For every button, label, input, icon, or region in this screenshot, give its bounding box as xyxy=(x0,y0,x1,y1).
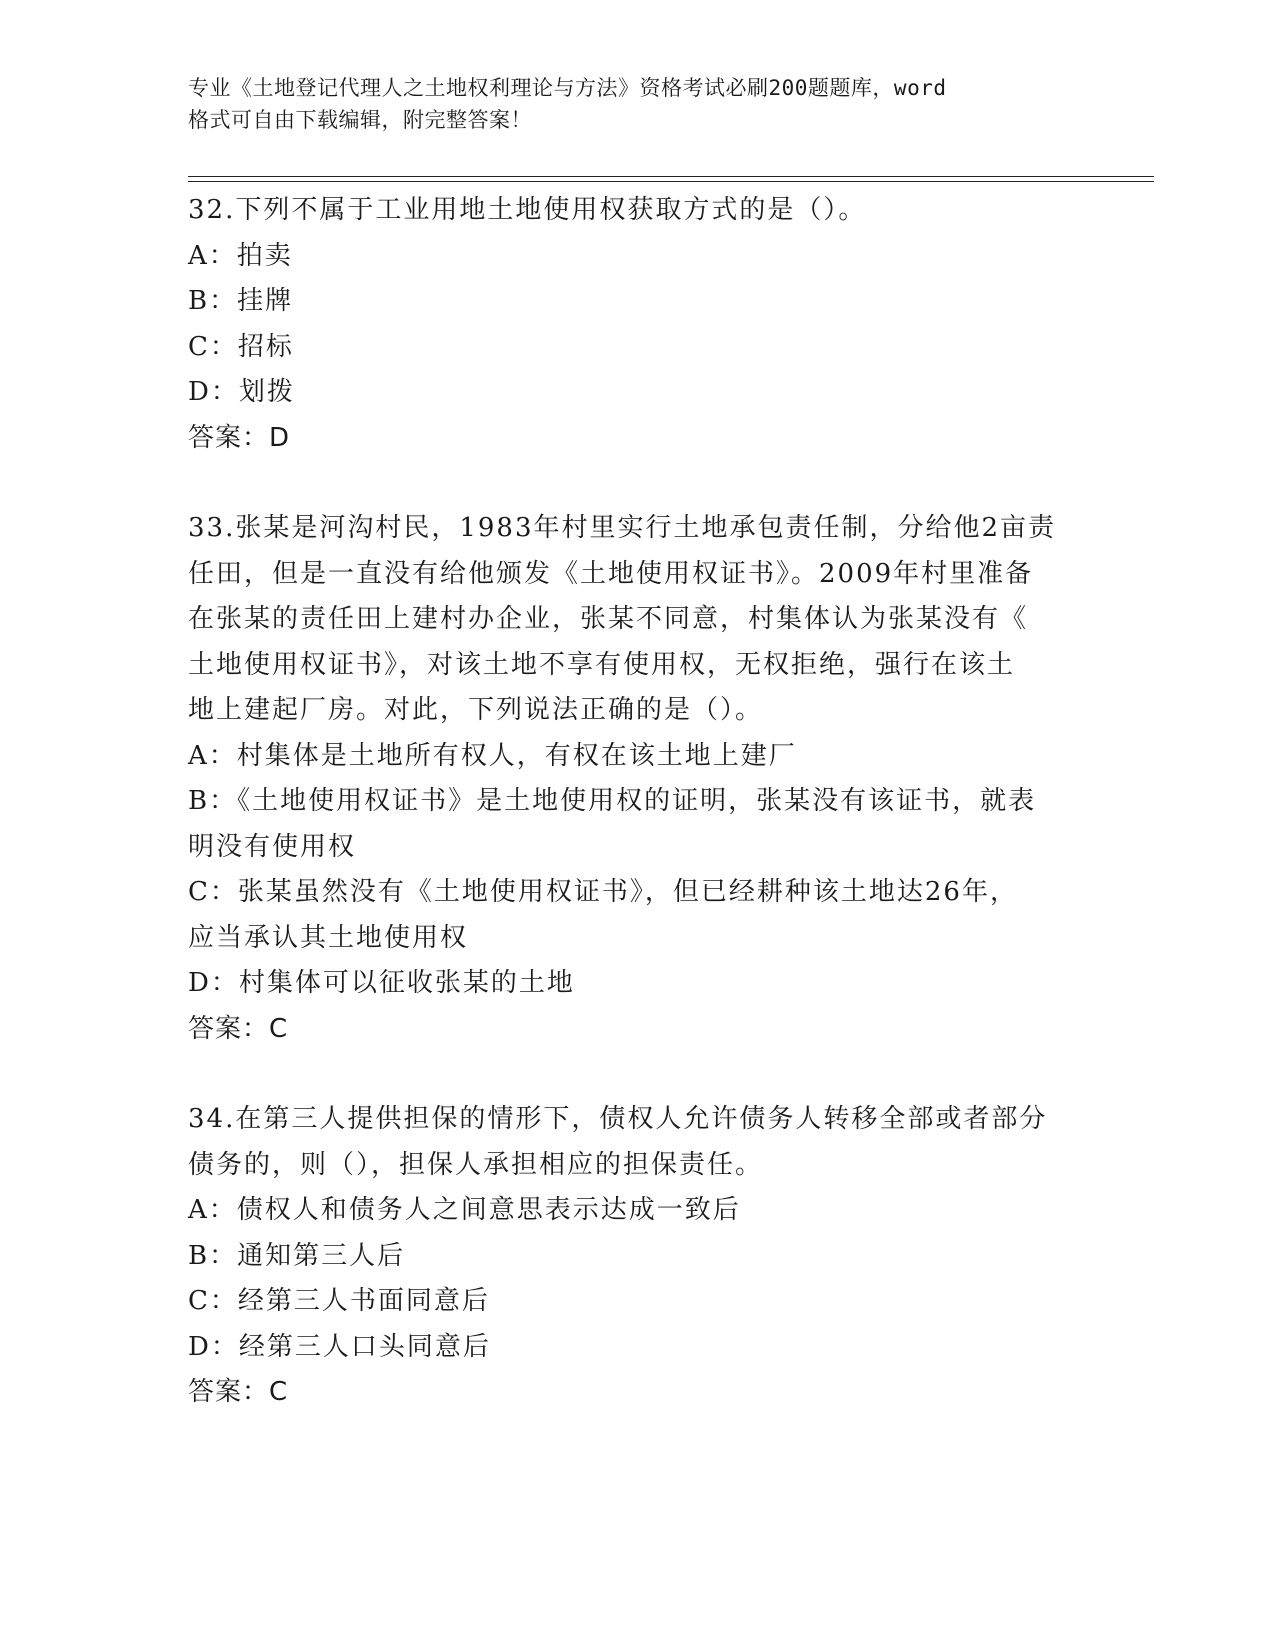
option-c: C：招标 xyxy=(188,331,294,362)
question-stem: 土地使用权证书》，对该土地不享有使用权，无权拒绝，强行在该土 xyxy=(188,649,1016,680)
option-c: C：经第三人书面同意后 xyxy=(188,1286,490,1316)
option-b: B：通知第三人后 xyxy=(188,1240,406,1271)
question-item xyxy=(188,188,1088,461)
question-item xyxy=(188,506,1088,1052)
question-stem: 32.下列不属于工业用地土地使用权获取方式的是（）。 xyxy=(188,195,867,225)
option-b-continued: 明没有使用权 xyxy=(188,831,357,862)
answer-label: 答案：D xyxy=(188,422,291,453)
option-d: D：划拨 xyxy=(188,377,295,407)
option-d: D：村集体可以征收张某的土地 xyxy=(188,968,575,998)
header-line: 专业《土地登记代理人之土地权利理论与方法》资格考试必刷200题题库，word xyxy=(188,76,947,100)
question-stem: 在张某的责任田上建村办企业，张某不同意，村集体认为张某没有《 xyxy=(188,604,1029,634)
header-divider xyxy=(188,181,1154,182)
answer-label: 答案：C xyxy=(188,1013,289,1044)
answer-label: 答案：C xyxy=(188,1377,289,1407)
question-stem: 地上建起厂房。对此，下列说法正确的是（）。 xyxy=(188,695,764,725)
document-header xyxy=(188,72,1068,136)
header-line: 格式可自由下载编辑，附完整答案！ xyxy=(188,108,532,132)
option-a: A：拍卖 xyxy=(188,240,293,271)
question-stem: 33.张某是河沟村民，1983年村里实行土地承包责任制，分给他2亩责 xyxy=(188,513,1057,543)
question-item xyxy=(188,1097,1088,1416)
question-list xyxy=(188,188,1088,1416)
question-stem: 任田，但是一直没有给他颁发《土地使用权证书》。2009年村里准备 xyxy=(188,558,1034,589)
option-b: B：《土地使用权证书》是土地使用权的证明，张某没有该证书，就表 xyxy=(188,786,1037,816)
question-stem: 34.在第三人提供担保的情形下，债权人允许债务人转移全部或者部分 xyxy=(188,1104,1048,1134)
option-c-continued: 应当承认其土地使用权 xyxy=(188,922,469,953)
question-stem: 债务的，则（），担保人承担相应的担保责任。 xyxy=(188,1149,764,1180)
header-divider xyxy=(188,176,1154,177)
option-a: A：债权人和债务人之间意思表示达成一致后 xyxy=(188,1195,741,1225)
option-d: D：经第三人口头同意后 xyxy=(188,1331,491,1362)
option-a: A：村集体是土地所有权人，有权在该土地上建厂 xyxy=(188,740,797,771)
option-c: C：张某虽然没有《土地使用权证书》，但已经耕种该土地达26年， xyxy=(188,877,1018,907)
option-b: B：挂牌 xyxy=(188,286,294,316)
